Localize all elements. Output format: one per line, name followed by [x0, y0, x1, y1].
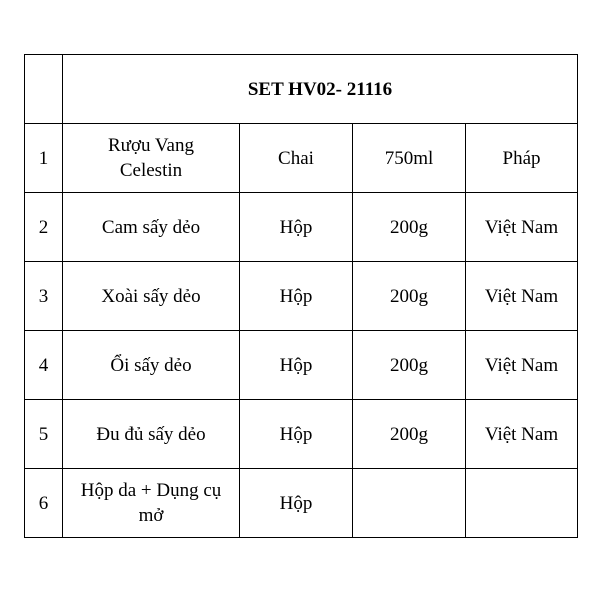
row-number: 5 — [25, 400, 63, 469]
product-name: Cam sấy dẻo — [63, 193, 240, 262]
product-unit: Hộp — [240, 331, 353, 400]
product-name: Ổi sấy dẻo — [63, 331, 240, 400]
table-row — [25, 124, 578, 193]
product-origin — [466, 469, 578, 538]
row-number: 1 — [25, 124, 63, 193]
product-quantity — [353, 469, 466, 538]
product-name: Xoài sấy dẻo — [63, 262, 240, 331]
product-set-table — [24, 54, 578, 538]
product-unit: Chai — [240, 124, 353, 193]
product-origin: Việt Nam — [466, 400, 578, 469]
product-unit: Hộp — [240, 193, 353, 262]
set-title: SET HV02- 21116 — [63, 55, 578, 124]
row-number: 4 — [25, 331, 63, 400]
product-quantity: 200g — [353, 331, 466, 400]
product-quantity: 200g — [353, 400, 466, 469]
product-quantity: 750ml — [353, 124, 466, 193]
table-row — [25, 193, 578, 262]
table-row — [25, 262, 578, 331]
product-unit: Hộp — [240, 469, 353, 538]
product-origin: Việt Nam — [466, 262, 578, 331]
product-quantity: 200g — [353, 193, 466, 262]
header-empty-cell — [25, 55, 63, 124]
table-row — [25, 469, 578, 538]
product-origin: Việt Nam — [466, 193, 578, 262]
product-name: Hộp da + Dụng cụ mở — [63, 469, 240, 538]
row-number: 2 — [25, 193, 63, 262]
table-row — [25, 331, 578, 400]
table-header-row — [25, 55, 578, 124]
product-name: Đu đủ sấy dẻo — [63, 400, 240, 469]
product-origin: Pháp — [466, 124, 578, 193]
product-unit: Hộp — [240, 262, 353, 331]
product-origin: Việt Nam — [466, 331, 578, 400]
product-name: Rượu Vang Celestin — [63, 124, 240, 193]
row-number: 6 — [25, 469, 63, 538]
table-row — [25, 400, 578, 469]
product-unit: Hộp — [240, 400, 353, 469]
row-number: 3 — [25, 262, 63, 331]
product-quantity: 200g — [353, 262, 466, 331]
